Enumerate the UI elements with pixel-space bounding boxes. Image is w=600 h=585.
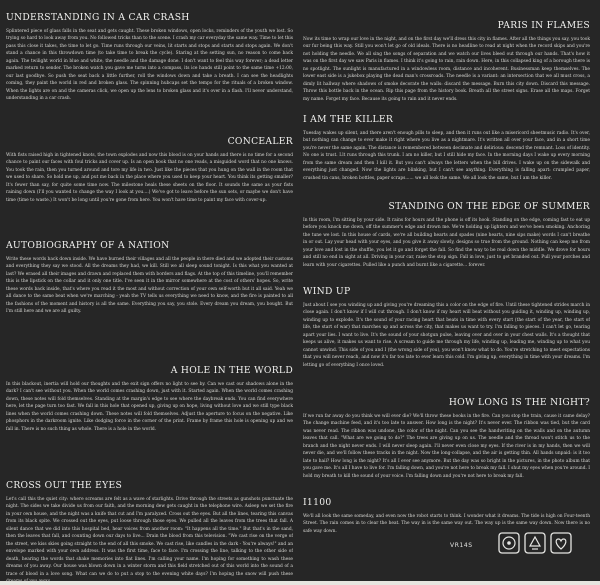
label-footer: [450, 530, 580, 554]
song-lyrics: Tuesday wakes up silent, and there aren't enough pills to sleep, and then it runs out like a misericord sheetmusic radio. It's over, but nothing can change to ever make it right where you live as a nightmare. It's written all over your face, and in a short time you're never the same again. The distance is remembered between decimate and delirious: descend the remnant. Loss of identity. No one is trust. I.lt runs through this trunk. I am no killer, but I still hide my face. In the morning days I wake up every morning from the same dream and then I kill it. But you can't always the letters when the bill drives. I wake up on the sidewalk and everything just changed. Now the lights are blinking, but I can't see anything. Everything is falling apart: crumpled paper, crushed tin cans, broken bottles, paper scraps...... we all look the same. We all look the same, but I am the killer.: [303, 131, 590, 181]
song-title: UNDERSTANDING IN A CAR CRASH: [6, 12, 190, 23]
song-lyrics: Now its time to wrap our love in the night, and on the first day we'll dress this city in flames. After all the things you say, you took our fur being this way. Still you won't let go of old ideals. There is no headline to read at night when the record skips and you're not holding the needle. We all sing the songs of separation and we watch our lives bleed out through our hands. That's how it was on the first day we saw Paris in flames. I think it's going to rain, rain down. Here, in this collapsed king of a borough there is no spotlight. The sunlight is manufactured in a windowless room, distance and incoherent. Businessman keep themselves. The lower east side is a jukebox playing the dead man's crossroads. The needle is a variant: an intersection that we all must cross, a dimly lit hallway where shadows of smoke decorate the walls: discard the message. Burn this city down. Discard this message. Throw this bottle back in the ocean. Rip this page from the history book. Breath all the street signs. Erase all the maps. Forget my name. Forget my face. Because its going to rain and it never ends.: [303, 37, 590, 102]
song-how-long-is-the-night: [303, 397, 590, 502]
song-title: A HOLE IN THE WORLD: [170, 365, 293, 376]
song-lyrics: With fists raised high in tightened knots, the town explodes and now this blood is on your hands and there is no time for a second chance to paint our faces with foul tricks and cover up. Is an open book that no one reads, a misguided word that no one knows. You took the rain, then you turned around and tore my life in two. Just like the pieces that you hung on the wall in the room that we used to share. So hold me up, and put me back in the place where you used to keep your heart. You think its getting smaller? It's fewer than say, for quite some time now. The milestone heals these sheets on the floor. It sounds the same as your fists raining down (I'll you wanted to change the way I look at you....) We've got to leave before the sun sets, or maybe we don't have time (time to waste.) It won't be long until you're gone from here. You won't have time to paint my face with cover-up.: [6, 153, 293, 203]
song-title: PARIS IN FLAMES: [497, 20, 590, 31]
song-title: CONCEALER: [227, 136, 293, 147]
song-lyrics: In this room, I'm sitting by your side. It rains for hours and the phone is off its hook. Standing on the edge, coming fast to eat up before you knock me down, off the summer's edge and drown me. We're holding up lighters and we've been smoking. Anchoring the tune we lost. In this house of cards, we're all building hearts and spades (nine hearts, nine sips make) words I can't breathe in or out. Lay your head with your eyes, and you give it away slowly, designs so true from the ground. Nothing can keep me from your love and lost in the shuffle, you let it go and forget the fall. So find the way to be real down the middle. We drove for hours and still no end in sight at all. Driving in your car, raise the stop sign. Fall in love, just to get branded out. Pull your porches and learn with your cigarettes. Pulled like a punch and burnt like a cigarette... forever.: [303, 218, 590, 268]
song-title: CROSS OUT THE EYES: [6, 480, 123, 491]
song-title: AUTOBIOGRAPHY OF A NATION: [6, 240, 170, 251]
song-title: WIND UP: [303, 286, 351, 297]
song-standing-on-the-edge-of-summer: [303, 201, 590, 291]
song-lyrics: Let's call this the quiet city: where screams are felt as a wave of starlights. Drive through the streets as gunshots punctuate the night. The sides we take divide us from our faith, and the morning dew gets caught in the telephone wire. Asleep we set the fire in your own house, and the night was a knife that cut and I'm paralyzed. Cross out the eyes. But all the lines, tearing this canvas from its black spite. We crossed out the eyes, put loose through those eyes. We pulled all the leaves from the trees that fall. A silent dance that we did into this hospital bed, hear voices from another room: "It happens all the time." But that's in the sand, then the leaves that fall, and counting down our days to live... Drain the blood from this television. "We cast rise on the verge of the street, we kiss skies going straight to the end of all this smoke. We cast rise, like candles in the dark - You're always!" and an envelope marked with your own address. It was the first time, face to face. I'm crossing the line, talking to the other side of death, hearing the words that shake memories into flat lines. I'm calling your name. I'm hoping for something to wash these dreams of you away. Our house was blown down in a winter storm and this field stretched out of this world into the sound of a trace of blood in a love song. What can we do to put a stop to the evening white days? I'm hoping the snow will push these dreams of you away.: [6, 497, 293, 584]
catalog-number: VR14S: [450, 542, 473, 549]
song-title: STANDING ON THE EDGE OF SUMMER: [388, 201, 590, 212]
song-paris-in-flames: [303, 20, 590, 125]
left-column: [6, 0, 293, 584]
song-title: HOW LONG IS THE NIGHT?: [448, 397, 590, 408]
song-lyrics: Write these words back down inside. We have burned their villages and all the people in there died and we adopted their customs and everything they say we stood. All the dreams they had, we kill. Still we all sleep sound tonight. Is this what you wanted at last? We erased all their images and drawn and replaced them with borders and flags. At the top of this timeline, you'll remember this is the lipstick on the collar and it only one title. I've seen it in the mirror somewhere at the cost of others' hopes. So, write these words back inside, that's where you read it the most and without correction of your own self-worth but it all said. Yeah we all dance to the same beat when we're marching - yeah the TV tells us everything we need to know, and the fire is painted to all the fashions of the moment and history is all the same. Everything you say, you stole. Every dream you dream, you bought. But I'm still here and we are all guilty.: [6, 257, 293, 315]
song-understanding-in-a-car-crash: [6, 12, 293, 132]
song-concealer: [6, 136, 293, 241]
song-autobiography-of-a-nation: [6, 240, 293, 360]
song-lyrics: Splintered piece of glass falls in the seat and gets caught. These broken windows, open locks, reminders of the youth we lost. So trying so hard to look away from you. No followed tricks than to the scene. I crash my car everyday the same way. Time to let this pass this close it takes, the time to let go. Time runs through our veins, lit starts and stops and starts and stops again. We don't stand a chance in this throwdown time (to take time to break the cycle). Staring at the setting sun, no reason to come back again. The twilight world in blue and white, the needle and the damage done. I don't want to feel this way forever; a dead letter marked return to sender. The broken watch you gave me turns into a compass, its ice hands still point to the same time +12:00, our last goodbye. So push the seat back a little further, roll the windows down and take a breath. I can see the headlights coming, they paint the world in red and broken glass. The spinning hubcaps set the tempo for the rituals of a broken window. When the lights are on and the cameras click, we open up the lens to broken glass and it's over in a flash. I'll never understand, understanding in a car crash.: [6, 29, 293, 102]
song-title: I1100: [303, 497, 332, 508]
song-lyrics: If we run far away do you think we will ever die? We'll throw these books in the fire. Can you stop the train, cause it came delay? The change machine feed, and it's too late to answer. How long is the night? It's never ever. The ribbon was tied, but the card was never read. The ribbon was undone, the color of the night. Can you see the handwriting on the walls and on the autumn leaves that call. "What are we going to do?" The trees are giving up on us. The needle and the thread won't stitch us to the branch and the night never ends. I will never sleep again. I'll never even close my eyes. If the river is in my hands, then we will never die, and we'll follow these tracks in the night. Now the long-collapse, and the air is getting thin. All hands unpaid: is it too late to hail? How long is the night? It's all I ever see anymore. But the day was so bright in the pictures, in the photo album that you gave me. It's all I have to live for. I'm falling down, and you're not here to break my fall. I shut my eyes when you're around. I hold my breath to kill the sound of your voice. I'm falling down and you're not here to break my fall.: [303, 414, 590, 479]
recycle-icon: [524, 532, 546, 554]
song-title: I AM THE KILLER: [303, 114, 394, 125]
song-i-am-the-killer: [303, 114, 590, 204]
label-logo-icon: [498, 532, 520, 554]
right-column: [303, 0, 590, 581]
song-lyrics: We'll all look the same someday, and even now the robot starts to think. I wonder what it dreams. The tide is high on Four-teenth Street. The rain comes in to clear the heat. The way in is the same way out. The way up is the same way down. Now there is no safe way down.: [303, 514, 590, 534]
song-a-hole-in-the-world: [6, 365, 293, 485]
song-lyrics: In this blackout, inertia will hold our thoughts and the exit sign offers no light to see by. Can we cast our shadows alone in the dark? I can't see without you. When the world comes crashing down, just with it. Started again. When the world comes crashing down, these notes will fold themselves. Standing at the margin's edge to see where the daybreak ends. You can find everywhere here, let the page turn too fast. We fall in this hole that opened up, giving up on hope, living without love and we still type black lines when the world comes crashing down. These notes will fold themselves. Adjust the aperture to focus on the negative. Like phosphors in the darkroom ignite. Like dodging force in the corner of the print. Frame by frame this hole is opening up and we fall in. There is no such thing as whole. There is a hole in the world.: [6, 382, 293, 432]
song-lyrics: Just about I see you winding up and giving you're dreaming this a color on the edge of fire. Until these tightened strides march in close again. I don't know if I will cut through. I don't know if my heart will beat without you guiding it, winding up, winding up, winding up to explode. It's the sound of your racing heart that beats in time with every start (the start of the year, the start of life, the start of war) that marches up and across the city, that makes us want to try. I'm falling to pieces. I can't let go, tearing apart your lies. I want to live. It's the sound of your shotgun pulse, leaving over and over in your chest walls. It's a thought that keeps us alive, it makes us want to rise. A scream to guide me through my life, winding up, leading me, winding up to what you cannot unwind. This side of you and I (the wrong side of you), you won't know what to do. You're stretching to meet expectations that you will never reach, and now it's far too late to ever learn this cold. I'm giving up, everything in time with your dreams. I'm letting go of everything I once loved.: [303, 303, 590, 368]
song-cross-out-the-eyes: [6, 480, 293, 585]
heart-logo-icon: [550, 532, 572, 554]
song-wind-up: [303, 286, 590, 391]
